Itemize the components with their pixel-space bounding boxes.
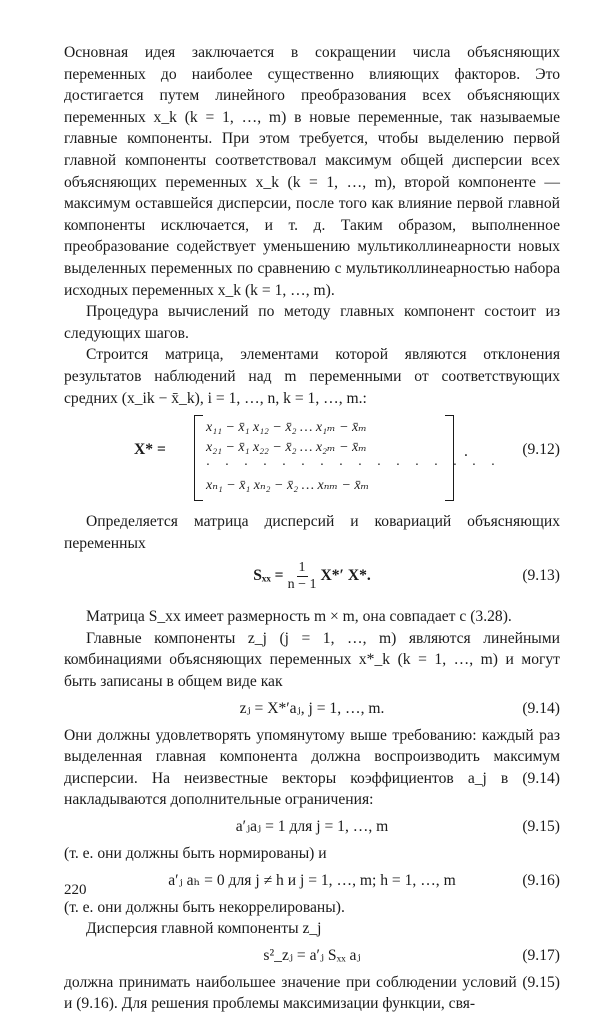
page-body (64, 42, 560, 1015)
matrix-row: x₁₁ − x̄₁ x₁₂ − x̄₂ … x₁ₘ − x̄ₘ (206, 420, 367, 436)
equation-9-15 (64, 811, 560, 843)
matrix-row: x₂₁ − x̄₁ x₂₂ − x̄₂ … x₂ₘ − x̄ₘ (206, 440, 367, 456)
fraction-denominator: n − 1 (287, 576, 317, 592)
equation-9-12 (64, 413, 560, 505)
eq-9-17-body: s²_zⱼ = a′ⱼ Sₓₓ aⱼ (263, 947, 361, 965)
equation-9-16 (64, 865, 560, 897)
eq-9-13-fraction (288, 560, 317, 593)
page-number: 220 (64, 882, 87, 898)
matrix-row: xₙ₁ − x̄₁ xₙ₂ − x̄₂ … xₙₘ − x̄ₘ (206, 478, 370, 494)
paragraph-2: Процедура вычислений по методу главных компонент состоит из следующих шагов. (64, 303, 560, 342)
paragraph-11: должна принимать наибольшее значение при соблюдении условий (9.15) и (9.16). Для решения проблемы максимизации функции, свя- (64, 973, 560, 1013)
equation-9-14 (64, 693, 560, 725)
eq-9-13-rhs: X*′ X*. (320, 567, 371, 585)
fraction-numerator: 1 (298, 559, 306, 575)
paragraph-10: Дисперсия главной компоненты z_j (86, 920, 322, 938)
paragraph-1: Основная идея заключается в сокращении числа объясняющих переменных до наиболее существенно влияющих факторов. Это достигается путем линейного преобразования всех объясняющих переменных x_k (k = 1, …, m) в новые переменные, так называемые главные компоненты. При этом требуется, чтобы выделению первой главной компоненты соответствовал максимум общей дисперсии всех объясняющих переменных x_k (k = 1, …, m), второй компоненте — максимум оставшейся дисперсии, после того как влияние первой главной компоненты исключается, и т. д. Таким образом, выполненное преобразование содействует уменьшению мультиколлинеарности новых выделенных переменных по сравнению с мультиколлинеарностью набора исходных переменных x_k (k = 1, …, m). (64, 44, 560, 299)
paragraph-9: (т. е. они должны быть некоррелированы). (64, 898, 345, 916)
eq-9-17-number: (9.17) (522, 947, 560, 965)
eq-9-13-lhs: Sₓₓ = (253, 567, 284, 585)
paragraph-7: Они должны удовлетворять упомянутому выше требованию: каждый раз выделенная главная компонента должна воспроизводить максимум дисперсии. На неизвестные векторы коэффициентов a_j в (9.14) накладываются дополнительные ограничения: (64, 726, 560, 809)
eq-9-14-body: zⱼ = X*′aⱼ, j = 1, …, m. (239, 699, 385, 717)
eq-9-13-number: (9.13) (522, 567, 560, 585)
equation-9-13 (64, 554, 560, 598)
matrix-row: · · · · · · · · · · · · · · · · (206, 458, 501, 474)
eq-9-12-lhs: X* = (134, 441, 166, 459)
equation-9-17 (64, 940, 560, 972)
paragraph-5: Матрица S_xx имеет размерность m × m, она совпадает с (3.28). (86, 608, 512, 626)
eq-9-16-number: (9.16) (522, 871, 560, 889)
paragraph-6: Главные компоненты z_j (j = 1, …, m) являются линейными комбинациями объясняющих переменных x*_k (k = 1, …, m) и могут быть записаны в общем виде как (64, 629, 560, 691)
eq-9-12-number: (9.12) (522, 441, 560, 459)
eq-9-12-end: . (464, 443, 468, 461)
matrix-left-bracket (194, 415, 203, 501)
paragraph-8: (т. е. они должны быть нормированы) и (64, 845, 327, 863)
paragraph-4: Определяется матрица дисперсий и ковариаций объясняющих переменных (64, 513, 560, 552)
paragraph-3: Строится матрица, элементами которой являются отклонения результатов наблюдений над m переменными от соответствующих средних (x_ik − x̄_k), i = 1, …, n, k = 1, …, m.: (64, 346, 560, 407)
eq-9-14-number: (9.14) (522, 699, 560, 717)
matrix-x-star (194, 415, 501, 499)
eq-9-15-number: (9.15) (522, 818, 560, 836)
eq-9-15-body: a′ⱼaⱼ = 1 для j = 1, …, m (235, 818, 389, 836)
eq-9-16-body: a′ⱼ aₕ = 0 для j ≠ h и j = 1, …, m; h = 1, …, m (168, 871, 456, 889)
